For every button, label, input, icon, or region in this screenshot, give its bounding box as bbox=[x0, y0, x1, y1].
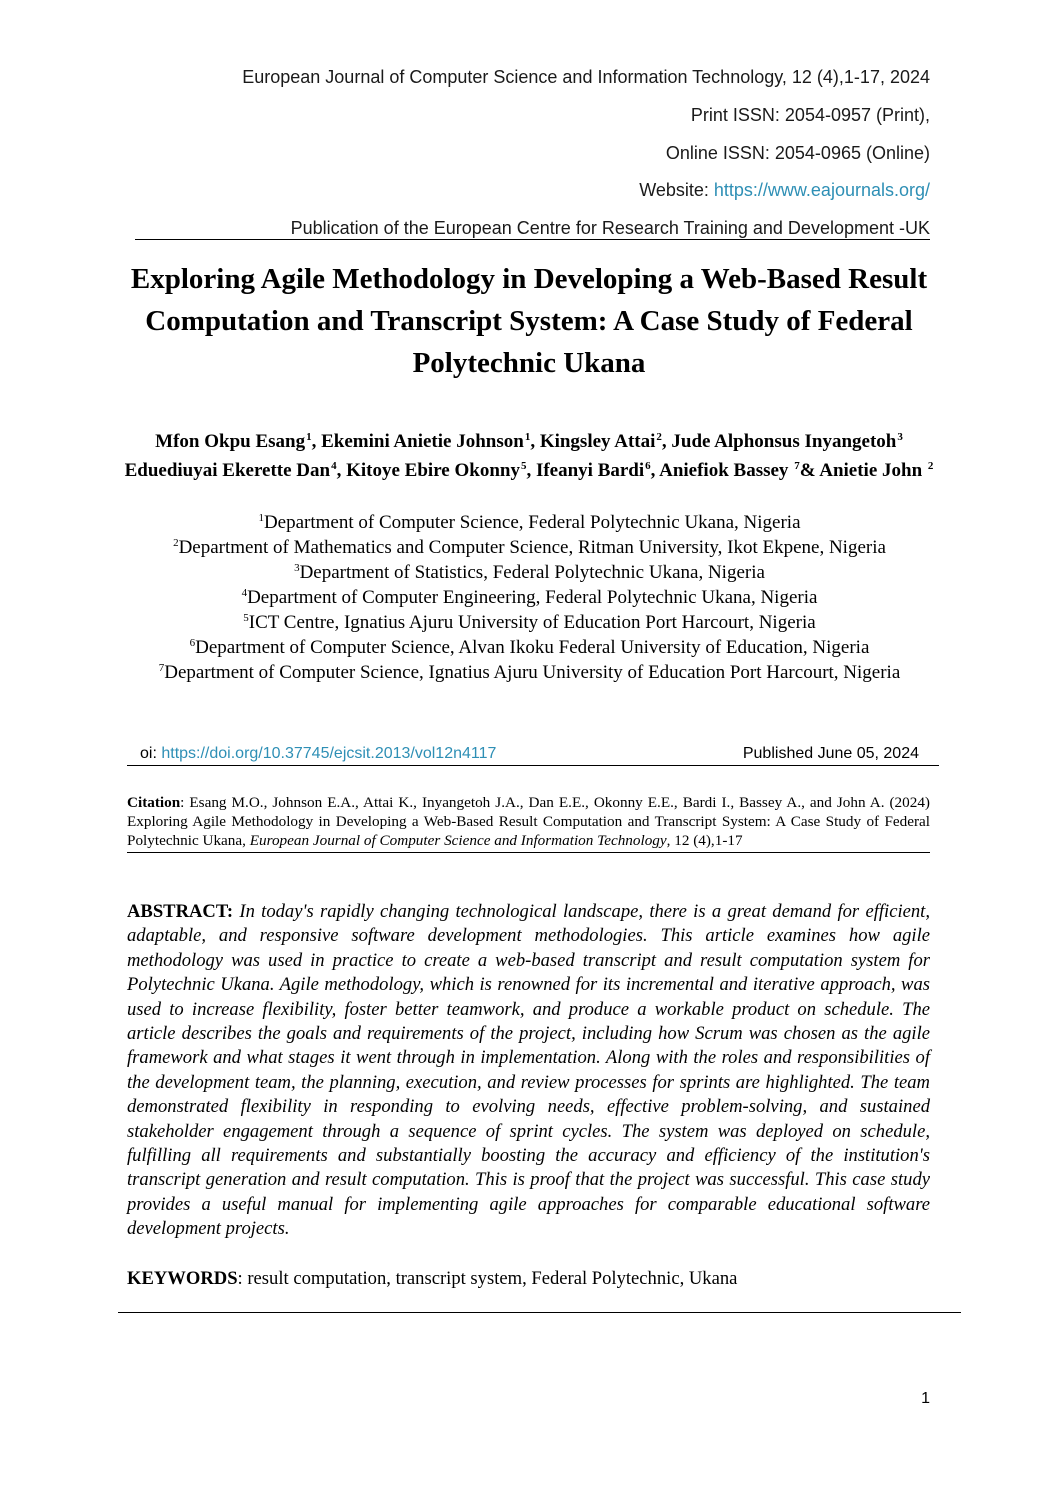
author-name: Kitoye Ebire Okonny bbox=[346, 460, 520, 481]
print-issn: Print ISSN: 2054-0957 (Print), bbox=[690, 105, 930, 125]
paper-title: Exploring Agile Methodology in Developing a Web-Based Result Computation and Transcript System: A Case Study of Federal Polytechnic Ukana bbox=[130, 263, 928, 379]
website-label: Website: bbox=[639, 180, 714, 200]
affiliation-item bbox=[120, 535, 938, 560]
author-separator: , bbox=[336, 460, 347, 481]
keywords-text: : result computation, transcript system, Federal Polytechnic, Ukana bbox=[237, 1268, 738, 1289]
author-separator: & bbox=[799, 460, 820, 481]
affiliation-mark: 6 bbox=[189, 637, 196, 649]
author-list bbox=[120, 427, 938, 485]
website-line bbox=[639, 179, 930, 201]
citation-journal: European Journal of Computer Science and Information Technology bbox=[249, 832, 667, 849]
author-name: Jude Alphonsus Inyangetoh bbox=[671, 431, 897, 452]
doi-line bbox=[127, 743, 939, 766]
affiliation-text: Department of Mathematics and Computer Science, Ritman University, Ikot Ekpene, Nigeria bbox=[178, 537, 886, 558]
affiliation-text: Department of Computer Science, Federal Polytechnic Ukana, Nigeria bbox=[263, 512, 801, 533]
author-separator: , bbox=[526, 460, 536, 481]
citation bbox=[127, 793, 930, 853]
affiliation-mark: 5 bbox=[243, 612, 249, 624]
author-affiliation-mark: 1 bbox=[524, 431, 531, 443]
affiliation-text: Department of Statistics, Federal Polytechnic Ukana, Nigeria bbox=[299, 562, 765, 583]
affiliation-item bbox=[120, 585, 938, 610]
citation-volume: , 12 (4),1-17 bbox=[666, 832, 743, 849]
author-separator: , bbox=[661, 431, 672, 452]
bottom-rule bbox=[118, 1312, 961, 1313]
author-name: Ekemini Anietie Johnson bbox=[321, 431, 524, 452]
affiliation-mark: 1 bbox=[258, 512, 264, 524]
author-separator: , bbox=[530, 431, 540, 452]
website-link[interactable]: https://www.eajournals.org/ bbox=[713, 180, 930, 200]
affiliation-text: Department of Computer Science, Alvan Ikoku Federal University of Education, Nigeria bbox=[195, 637, 870, 658]
author-affiliation-mark: 3 bbox=[897, 431, 903, 443]
published-date: Published June 05, 2024 bbox=[742, 745, 919, 762]
author-affiliation-mark: 1 bbox=[306, 431, 312, 443]
author-affiliation-mark: 2 bbox=[927, 460, 934, 472]
author-affiliation-mark: 4 bbox=[331, 460, 337, 472]
author-name: Aniefiok Bassey bbox=[659, 460, 794, 481]
affiliation-mark: 4 bbox=[241, 587, 248, 599]
author-name: Kingsley Attai bbox=[539, 431, 656, 452]
affiliation-item bbox=[120, 610, 938, 635]
citation-text: : Esang M.O., Johnson E.A., Attai K., Inyangetoh J.A., Dan E.E., Okonny E.E., Bardi I., Bassey A., and John A. (2024) Exploring Agile Methodology in Developing a Web-Based Result Computation and Transcript System: A Case Study of Federal Polytechnic Ukana, bbox=[127, 794, 930, 849]
author-name: Eduediuyai Ekerette Dan bbox=[124, 460, 331, 481]
affiliation-text: Department of Computer Engineering, Federal Polytechnic Ukana, Nigeria bbox=[247, 587, 818, 608]
online-issn: Online ISSN: 2054-0965 (Online) bbox=[665, 143, 930, 163]
doi bbox=[140, 743, 496, 765]
doi-prefix: oi: bbox=[140, 745, 162, 762]
author-affiliation-mark: 5 bbox=[520, 460, 527, 472]
affiliation-item bbox=[120, 560, 938, 585]
keywords bbox=[127, 1267, 930, 1291]
affiliation-item bbox=[120, 660, 938, 685]
author-affiliation-mark: 2 bbox=[656, 431, 662, 443]
author-separator: , bbox=[311, 431, 322, 452]
author-separator: , bbox=[650, 460, 660, 481]
affiliation-item bbox=[120, 510, 938, 535]
affiliation-list bbox=[120, 510, 938, 685]
affiliation-item bbox=[120, 635, 938, 660]
affiliation-text: ICT Centre, Ignatius Ajuru University of Education Port Harcourt, Nigeria bbox=[248, 612, 816, 633]
abstract bbox=[127, 900, 930, 1242]
journal-header: European Journal of Computer Science and Information Technology, 12 (4),1-17, 2024 bbox=[242, 67, 930, 87]
author-affiliation-mark: 7 bbox=[794, 460, 800, 472]
affiliation-mark: 7 bbox=[158, 662, 165, 674]
abstract-label: ABSTRACT: bbox=[127, 901, 234, 922]
publication-line: Publication of the European Centre for Research Training and Development -UK bbox=[135, 218, 930, 240]
citation-label: Citation bbox=[127, 794, 181, 811]
author-name: Anietie John bbox=[819, 460, 927, 481]
affiliation-mark: 3 bbox=[294, 562, 300, 574]
doi-link[interactable]: https://doi.org/10.37745/ejcsit.2013/vol12n4117 bbox=[161, 745, 497, 762]
keywords-label: KEYWORDS bbox=[127, 1268, 238, 1289]
author-name: Ifeanyi Bardi bbox=[535, 460, 645, 481]
affiliation-text: Department of Computer Science, Ignatius Ajuru University of Education Port Harcourt, Nigeria bbox=[164, 662, 901, 683]
affiliation-mark: 2 bbox=[173, 537, 179, 549]
author-affiliation-mark: 6 bbox=[645, 460, 651, 472]
author-name: Mfon Okpu Esang bbox=[155, 431, 306, 452]
abstract-text: In today's rapidly changing technological landscape, there is a great demand for efficient, adaptable, and responsive software development methodologies. This article examines how agile methodology was used in practice to create a web-based transcript and result computation system for Polytechnic Ukana. Agile methodology, which is renowned for its incremental and iterative approach, was used to increase flexibility, foster better teamwork, and produce a workable product on schedule. The article describes the goals and requirements of the project, including how Scrum was chosen as the agile framework and what stages it went through in implementation. Along with the roles and responsibilities of the development team, the planning, execution, and review processes for sprints are highlighted. The team demonstrated flexibility in responding to evolving needs, effective problem-solving, and sustained stakeholder engagement through a sequence of sprint cycles. The system was deployed on schedule, fulfilling all requirements and substantially boosting the accuracy and efficiency of the institution's transcript generation and result computation. This is proof that the project was successful. This case study provides a useful manual for implementing agile approaches for comparable educational software development projects. bbox=[127, 901, 930, 1240]
page-number: 1 bbox=[921, 1390, 930, 1407]
